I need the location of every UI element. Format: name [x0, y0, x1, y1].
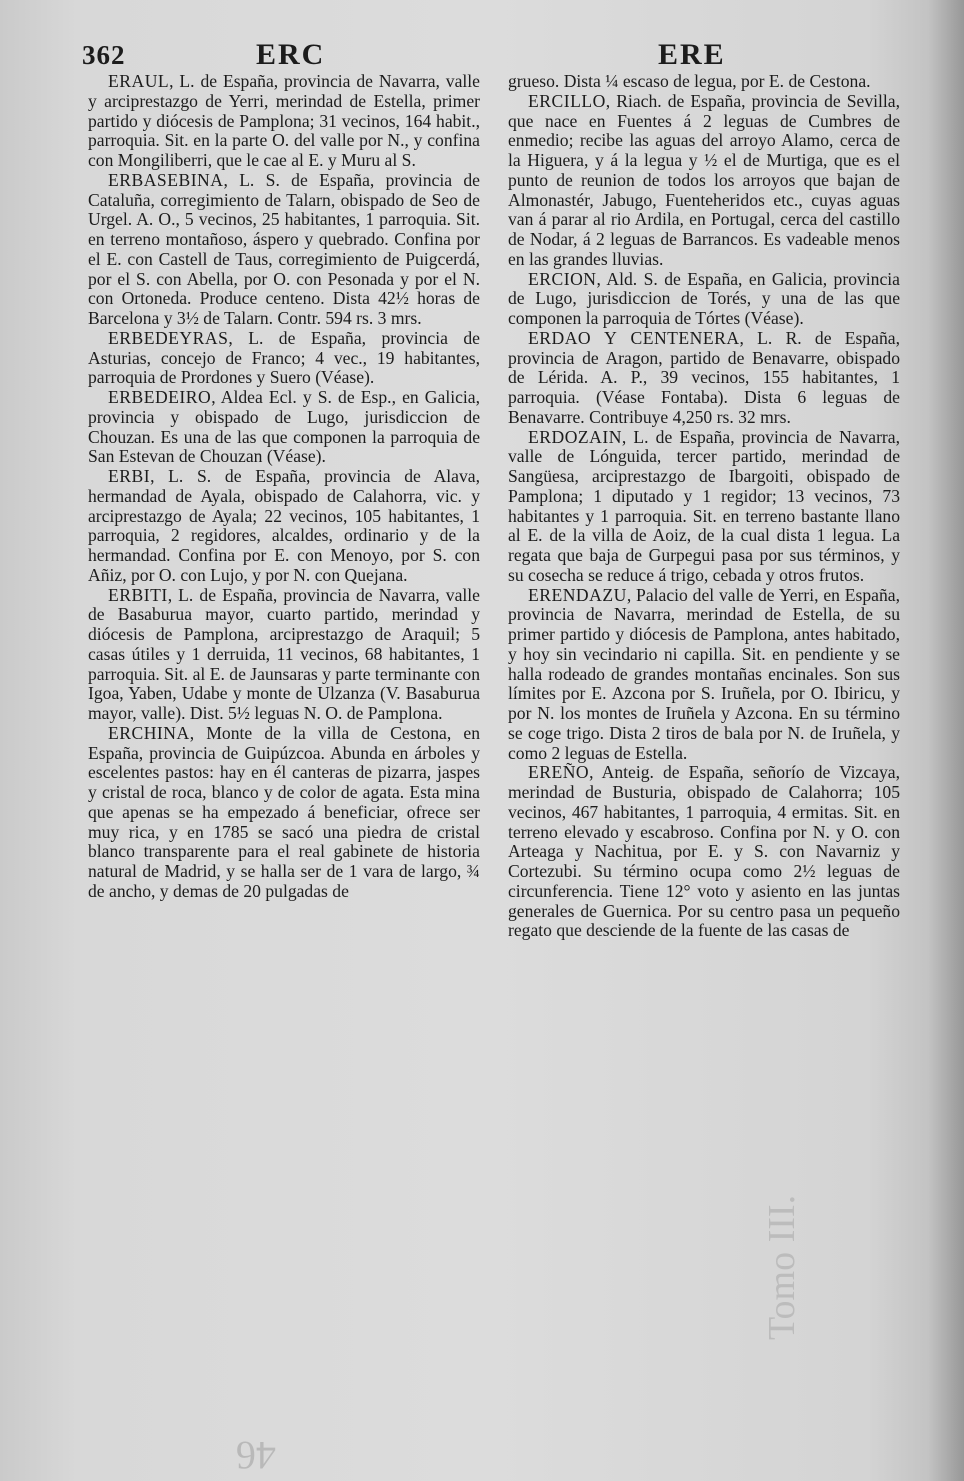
headword: ERBI: [108, 466, 151, 486]
headword: ERBITI: [108, 584, 168, 605]
bleed-through-text: Tomo III.: [761, 1194, 803, 1340]
right-column: [508, 72, 900, 941]
entry-body: grueso. Dista ¼ escaso de legua, por E. de Cestona.: [508, 71, 871, 91]
headword: ERCION: [528, 268, 597, 289]
headword: ERCHINA: [108, 722, 190, 743]
entry-body: , Aldea Ecl. y S. de Esp., en Galicia, provincia y obispado de Lugo, jurisdiccion de Chouzan. Es una de las que componen la parroquia de San Estevan de Chouzan (Véase).: [88, 387, 480, 467]
headword: ERCILLO: [528, 90, 606, 111]
entry-erdozain: [508, 428, 900, 586]
headword: ERAUL: [108, 71, 170, 91]
entry-body: , L. de España, provincia de Asturias, concejo de Franco; 4 vec., 19 habitantes, parroquia de Prordones y Suero (Véase).: [88, 327, 480, 388]
entry-continuation: [508, 72, 900, 92]
headword: ERBEDEYRAS: [108, 327, 229, 348]
signature-mark: 46: [236, 1433, 276, 1478]
entry-erbiti: [88, 586, 480, 724]
entry-body: , L. de España, provincia de Navarra, valle y arciprestazgo de Yerri, merindad de Estella, primer partido y diócesis de Pamplona; 31 vecinos, 164 habit., parroquia. Sit. en la parte O. del valle por N., y confina con Mongiliberri, que le cae al E. y Muru al S.: [88, 71, 480, 170]
entry-body: , Monte de la villa de Cestona, en España, provincia de Guipúzcoa. Abunda en árboles y escelentes pastos: hay en él canteras de pizarra, jaspes y cristal de roca, blanco y de color de agata. Esta mina que apenas se ha empezado á beneficiar, ofrece ser muy rica, y en 1785 se sacó una piedra de cristal blanco transparente para el real gabinete de historia natural de Madrid, y se halla ser de 1 vara de largo, ¾ de ancho, y demas de 20 pulgadas de: [88, 722, 480, 901]
entry-erbedeyras: [88, 329, 480, 388]
right-running-head: ERE: [658, 38, 726, 71]
entry-body: , L. de España, provincia de Navarra, valle de Basaburua mayor, cuarto partido, merindad y diócesis de Pamplona, arciprestazgo de Araquil; 5 casas útiles y 1 derruida, 11 vecinos, 68 habitantes, 1 parroquia. Sit. al E. de Jaunsaras y parte terminante con Igoa, Yaben, Udabe y monte de Ulzanza (V. Basaburua mayor, valle). Dist. 5½ leguas N. O. de Pamplona.: [88, 584, 480, 723]
entry-erbedeiro: [88, 388, 480, 467]
left-running-head: ERC: [256, 38, 326, 71]
entry-erendazu: [508, 586, 900, 764]
entry-ercillo: [508, 92, 900, 270]
headword: EREÑO: [528, 762, 590, 783]
headword: ERBEDEIRO: [108, 387, 212, 407]
entry-body: , Palacio del valle de Yerri, en España, provincia de Navarra, merindad de Estella, de su primer partido y diócesis de Pamplona, antes habitado, y hoy sin vecindario ni capilla. Sit. en pendiente y se halla rodeado de grandes montañas encinales. Son sus límites por E. Azcona por S. Iruñela, por O. Ibiricu, y por N. los montes de Iruñela y Azcona. En su término se coge trigo. Dista 2 tiros de bala por N. de Iruñela, y como 2 leguas de Estella.: [508, 584, 900, 763]
headword: ERDOZAIN: [528, 426, 622, 447]
headword: ERBASEBINA: [108, 169, 224, 190]
entry-body: , L. R. de España, provincia de Aragon, partido de Benavarre, obispado de Lérida. A. P., 39 vecinos, 155 habitantes, 1 parroquia. (Véase Fontaba). Dista 6 leguas de Benavarre. Contribuye 4,250 rs. 32 mrs.: [508, 327, 900, 427]
entry-eraul: [88, 72, 480, 171]
entry-ercion: [508, 270, 900, 329]
page-number: 362: [82, 40, 126, 70]
headword: ERDAO Y CENTENERA: [528, 327, 740, 348]
left-column: [88, 72, 480, 902]
headword: ERENDAZU: [528, 584, 627, 605]
entry-body: , L. de España, provincia de Navarra, valle de Lónguida, tercer partido, merindad de Sangüesa, arciprestazgo de Ibargoiti, obispado de Pamplona; 1 diputado y 1 regidor; 13 vecinos, 73 habitantes y 1 parroquia. Sit. en terreno bastante llano al E. de la villa de Aoiz, de la cual dista 1 legua. La regata que baja de Gurpegui pasa por sus términos, y su cosecha se reduce á trigo, cebada y otros frutos.: [508, 426, 900, 585]
entry-erbi: [88, 467, 480, 586]
entry-erbasebina: [88, 171, 480, 329]
entry-erdao-y-centenera: [508, 329, 900, 428]
entry-body: , L. S. de España, provincia de Cataluña, corregimiento de Talarn, obispado de Seo de Urgel. A. O., 5 vecinos, 25 habitantes, 1 parroquia. Sit. en terreno montañoso, áspero y quebrado. Confina por el E. con Castell de Taus, corregimiento de Puigcerdá, por el S. con Abella, por O. con Pesonada y por el N. con Ortoneda. Produce centeno. Dista 42½ horas de Barcelona y 3½ de Talarn. Contr. 594 rs. 3 mrs.: [88, 169, 480, 328]
entry-erchina: [88, 724, 480, 902]
entry-body: , Riach. de España, provincia de Sevilla, que nace en Fuentes á 2 leguas de Cumbres de enmedio; recibe las aguas del arroyo Alamo, cerca de la Higuera, y á la legua y ½ el de Murtiga, que es el punto de reunion de todos los arroyos que bajan de Almonastér, Jabugo, Fuenteheridos etc., cuyas aguas van á parar al rio Ardila, en Portugal, cerca del castillo de Nodar, á 2 leguas de Barrancos. Es vadeable menos en las grandes lluvias.: [508, 90, 900, 269]
entry-body: , Anteig. de España, señorío de Vizcaya, merindad de Busturia, obispado de Calahorra; 105 vecinos, 467 habitantes, 1 parroquia, 4 ermitas. Sit. en terreno elevado y escabroso. Confina por N. y O. con Arteaga y Nachitua, por E. y S. con Navarniz y Cortezubi. Su término ocupa como 2½ leguas de circunferencia. Tiene 12° voto y asiento en las juntas generales de Guernica. Por su centro pasa un pequeño regato que desciende de la fuente de las casas de: [508, 762, 900, 941]
entry-body: , L. S. de España, provincia de Alava, hermandad de Ayala, obispado de Calahorra, vic. y arciprestazgo de Ayala; 22 vecinos, 105 habitantes, 1 parroquia, 2 regidores, alcaldes, ordinario y de la hermandad. Confina por E. con Menoyo, por S. con Añiz, por O. con Lujo, y por N. con Quejana.: [88, 466, 480, 585]
entry-body: , Ald. S. de España, en Galicia, provincia de Lugo, jurisdiccion de Torés, y una de las que componen la parroquia de Tórtes (Véase).: [508, 268, 900, 328]
page-gutter-shadow: [928, 0, 964, 1481]
entry-ereno: [508, 763, 900, 941]
